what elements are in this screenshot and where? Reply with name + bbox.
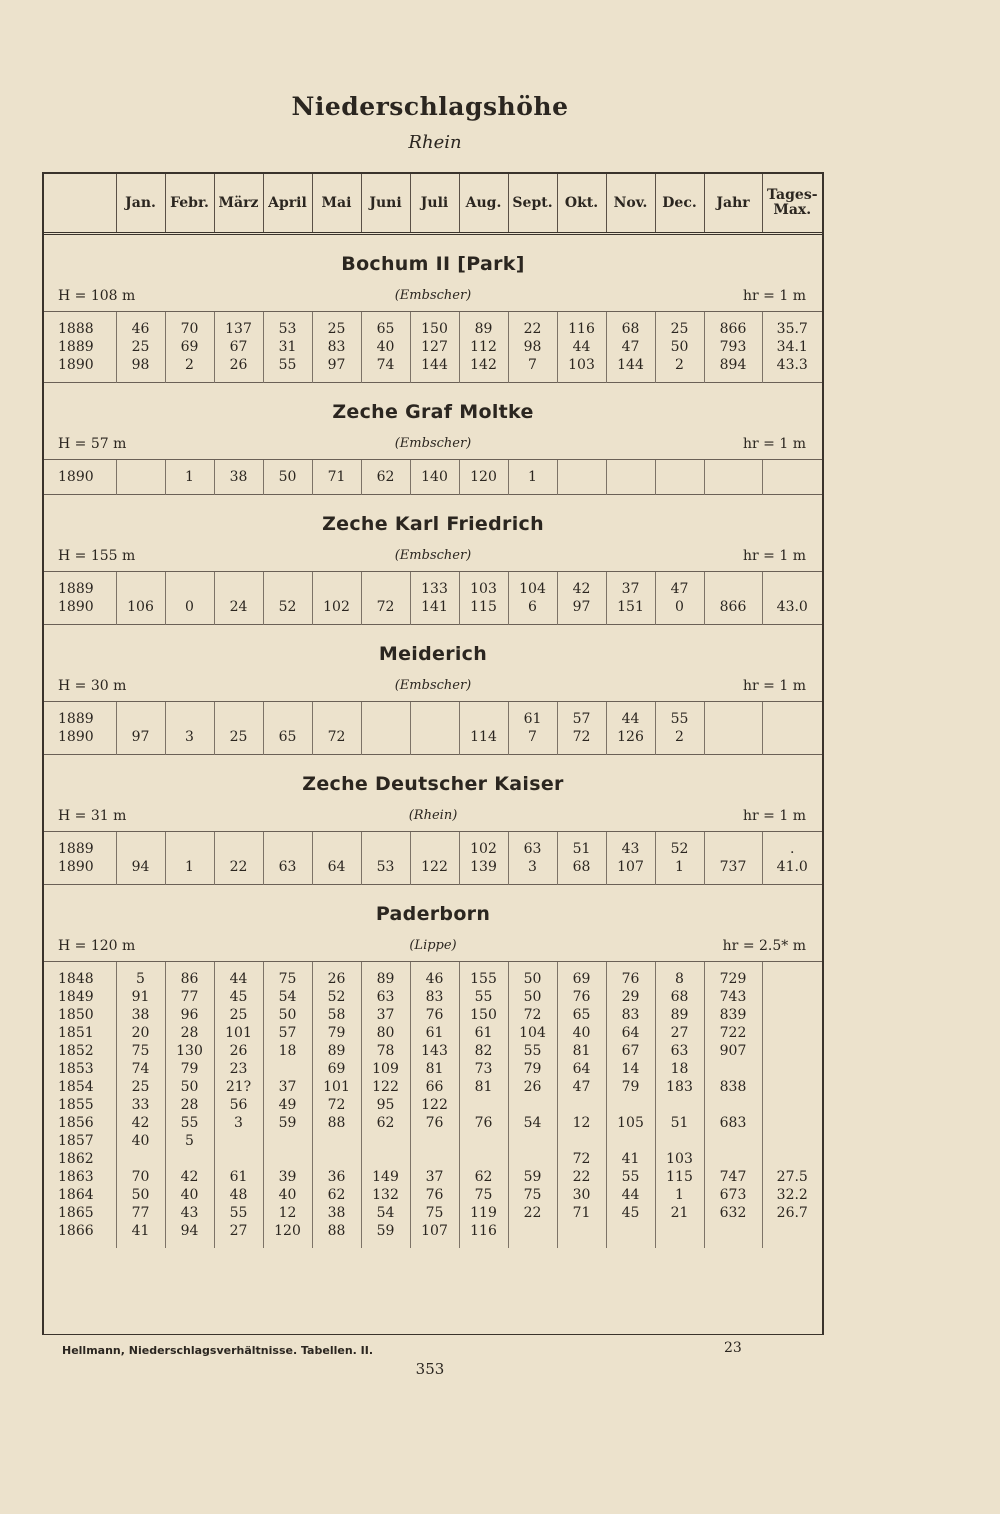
value-cell: 51 68 — [557, 832, 606, 885]
station-name: Zeche Deutscher Kaiser — [302, 773, 564, 795]
value-cell: 65 40 74 — [361, 312, 410, 383]
value-cell: 57 72 — [557, 702, 606, 755]
station-header — [44, 234, 822, 312]
value-cell: 72 — [361, 572, 410, 625]
value-cell: 44 45 25 101 26 23 21? 56 3 61 48 55 27 — [214, 962, 263, 1249]
value-cell: 69 76 65 40 81 64 47 12 72 22 30 71 — [557, 962, 606, 1249]
value-cell: 65 — [263, 702, 312, 755]
page-subtitle: Rhein — [408, 132, 462, 153]
value-cell: 122 — [410, 832, 459, 885]
station-name: Bochum II [Park] — [341, 253, 525, 275]
value-cell: 8 68 89 27 63 18 183 51 103 115 1 21 — [655, 962, 704, 1249]
value-cell: 44 126 — [606, 702, 655, 755]
value-cell — [361, 702, 410, 755]
value-cell: 89 63 37 80 78 109 122 95 62 149 132 54 59 — [361, 962, 410, 1249]
value-cell: 76 29 83 64 67 14 79 105 41 55 44 45 — [606, 962, 655, 1249]
station-river: (Embscher) — [394, 436, 472, 451]
value-cell: 37 151 — [606, 572, 655, 625]
value-cell: 46 83 76 61 143 81 66 122 76 37 76 75 107 — [410, 962, 459, 1249]
station-gauge-height: hr = 1 m — [743, 436, 806, 452]
value-cell — [557, 460, 606, 495]
value-cell: 63 3 — [508, 832, 557, 885]
value-cell: 52 1 — [655, 832, 704, 885]
value-cell: 133 141 — [410, 572, 459, 625]
station-header — [44, 495, 822, 572]
value-cell: 155 55 150 61 82 73 81 76 62 75 119 116 — [459, 962, 508, 1249]
value-cell: 0 — [165, 572, 214, 625]
station-gauge-height: hr = 1 m — [743, 288, 806, 304]
value-cell: 22 98 7 — [508, 312, 557, 383]
station-header — [44, 885, 822, 962]
page-title: Niederschlagshöhe — [291, 92, 569, 121]
header-cell: Febr. — [165, 174, 214, 234]
precipitation-table — [44, 174, 822, 1248]
station-header-row — [44, 495, 822, 572]
station-gauge-height: hr = 1 m — [743, 548, 806, 564]
value-cell: 102 139 — [459, 832, 508, 885]
value-cell — [704, 702, 762, 755]
value-cell: 38 — [214, 460, 263, 495]
year-cell: 1889 1890 — [44, 702, 116, 755]
value-cell: 24 — [214, 572, 263, 625]
station-river: (Embscher) — [394, 548, 472, 563]
year-cell: 1890 — [44, 460, 116, 495]
value-cell: 729 743 839 722 907 838 683 747 673 632 — [704, 962, 762, 1249]
station-elevation: H = 57 m — [58, 436, 127, 452]
year-cell: 1848 1849 1850 1851 1852 1853 1854 1855 1856 1857 1862 1863 1864 1865 1866 — [44, 962, 116, 1249]
value-cell: 50 — [263, 460, 312, 495]
value-cell: 104 6 — [508, 572, 557, 625]
station-header-box — [44, 625, 822, 701]
value-cell: 63 — [263, 832, 312, 885]
header-cell: Dec. — [655, 174, 704, 234]
year-cell: 1889 1890 — [44, 572, 116, 625]
table-frame — [42, 172, 824, 1335]
value-cell: 97 — [116, 702, 165, 755]
value-cell: 50 50 72 104 55 79 26 54 59 75 22 — [508, 962, 557, 1249]
station-name: Zeche Karl Friedrich — [322, 513, 544, 535]
value-cell: 25 83 97 — [312, 312, 361, 383]
value-cell: 53 — [361, 832, 410, 885]
value-cell: 70 69 2 — [165, 312, 214, 383]
value-cell: 114 — [459, 702, 508, 755]
value-cell: 102 — [312, 572, 361, 625]
value-cell: 120 — [459, 460, 508, 495]
header-cell: März — [214, 174, 263, 234]
value-cell: 55 2 — [655, 702, 704, 755]
station-elevation: H = 120 m — [58, 938, 136, 954]
value-cell: 137 67 26 — [214, 312, 263, 383]
value-cell — [762, 460, 822, 495]
value-cell: 64 — [312, 832, 361, 885]
station-header-row — [44, 885, 822, 962]
station-gauge-height: hr = 1 m — [743, 808, 806, 824]
station-data-row — [44, 832, 822, 885]
value-cell: 1 — [165, 460, 214, 495]
station-header-box — [44, 383, 822, 459]
header-cell: Sept. — [508, 174, 557, 234]
value-cell: 737 — [704, 832, 762, 885]
value-cell — [410, 702, 459, 755]
value-cell: 75 54 50 57 18 37 49 59 39 40 12 120 — [263, 962, 312, 1249]
station-header-box — [44, 235, 822, 311]
station-data-row — [44, 702, 822, 755]
value-cell: 26 52 58 79 89 69 101 72 88 36 62 38 88 — [312, 962, 361, 1249]
value-cell: 25 50 2 — [655, 312, 704, 383]
header-cell: Aug. — [459, 174, 508, 234]
value-cell: 3 — [165, 702, 214, 755]
station-header — [44, 625, 822, 702]
header-cell: Juni — [361, 174, 410, 234]
header-cell: Jahr — [704, 174, 762, 234]
header-cell: Mai — [312, 174, 361, 234]
value-cell: 94 — [116, 832, 165, 885]
station-river: (Rhein) — [408, 808, 458, 823]
value-cell: 25 — [214, 702, 263, 755]
station-river: (Lippe) — [409, 938, 457, 953]
header-cell: April — [263, 174, 312, 234]
station-header-box — [44, 885, 822, 961]
station-header-row — [44, 625, 822, 702]
station-river: (Embscher) — [394, 678, 472, 693]
station-name: Meiderich — [378, 643, 488, 665]
station-data-row — [44, 312, 822, 383]
value-cell — [655, 460, 704, 495]
header-year — [44, 174, 116, 234]
station-name: Paderborn — [375, 903, 491, 925]
value-cell: 47 0 — [655, 572, 704, 625]
station-header-row — [44, 755, 822, 832]
station-gauge-height: hr = 2.5* m — [722, 938, 806, 954]
station-gauge-height: hr = 1 m — [743, 678, 806, 694]
value-cell: 103 115 — [459, 572, 508, 625]
footer-sheet-number: 23 — [724, 1340, 742, 1356]
value-cell: 43 107 — [606, 832, 655, 885]
value-cell — [116, 460, 165, 495]
station-elevation: H = 30 m — [58, 678, 127, 694]
station-elevation: H = 155 m — [58, 548, 136, 564]
value-cell: 27.5 32.2 26.7 — [762, 962, 822, 1249]
value-cell — [762, 702, 822, 755]
footer-source: Hellmann, Niederschlagsverhältnisse. Tabellen. II. — [62, 1344, 374, 1357]
station-header-row — [44, 383, 822, 460]
value-cell: 140 — [410, 460, 459, 495]
value-cell: 150 127 144 — [410, 312, 459, 383]
value-cell: 5 91 38 20 75 74 25 33 42 40 70 50 77 41 — [116, 962, 165, 1249]
value-cell: 43.0 — [762, 572, 822, 625]
value-cell: 22 — [214, 832, 263, 885]
header-cell: Nov. — [606, 174, 655, 234]
station-elevation: H = 31 m — [58, 808, 127, 824]
year-cell: 1889 1890 — [44, 832, 116, 885]
station-header-box — [44, 755, 822, 831]
station-name: Zeche Graf Moltke — [332, 401, 534, 423]
header-cell: Juli — [410, 174, 459, 234]
year-cell: 1888 1889 1890 — [44, 312, 116, 383]
station-elevation: H = 108 m — [58, 288, 136, 304]
station-data-row — [44, 460, 822, 495]
value-cell: 46 25 98 — [116, 312, 165, 383]
value-cell: 71 — [312, 460, 361, 495]
station-river: (Embscher) — [394, 288, 472, 303]
station-header — [44, 383, 822, 460]
value-cell: 62 — [361, 460, 410, 495]
value-cell: 866 793 894 — [704, 312, 762, 383]
header-cell: Okt. — [557, 174, 606, 234]
header-cell: Jan. — [116, 174, 165, 234]
value-cell: 866 — [704, 572, 762, 625]
value-cell — [606, 460, 655, 495]
station-header-box — [44, 495, 822, 571]
value-cell: 1 — [165, 832, 214, 885]
value-cell: 72 — [312, 702, 361, 755]
value-cell: . 41.0 — [762, 832, 822, 885]
value-cell: 42 97 — [557, 572, 606, 625]
station-data-row — [44, 572, 822, 625]
page-number: 353 — [415, 1360, 445, 1378]
value-cell: 116 44 103 — [557, 312, 606, 383]
station-header-row — [44, 234, 822, 312]
header-row — [44, 174, 822, 234]
value-cell: 35.7 34.1 43.3 — [762, 312, 822, 383]
value-cell: 53 31 55 — [263, 312, 312, 383]
value-cell: 52 — [263, 572, 312, 625]
value-cell: 86 77 96 28 130 79 50 28 55 5 42 40 43 94 — [165, 962, 214, 1249]
header-cell: Tages- Max. — [762, 174, 822, 234]
value-cell: 61 7 — [508, 702, 557, 755]
value-cell: 89 112 142 — [459, 312, 508, 383]
value-cell: 1 — [508, 460, 557, 495]
station-header — [44, 755, 822, 832]
value-cell — [704, 460, 762, 495]
value-cell: 106 — [116, 572, 165, 625]
value-cell: 68 47 144 — [606, 312, 655, 383]
station-data-row — [44, 962, 822, 1249]
